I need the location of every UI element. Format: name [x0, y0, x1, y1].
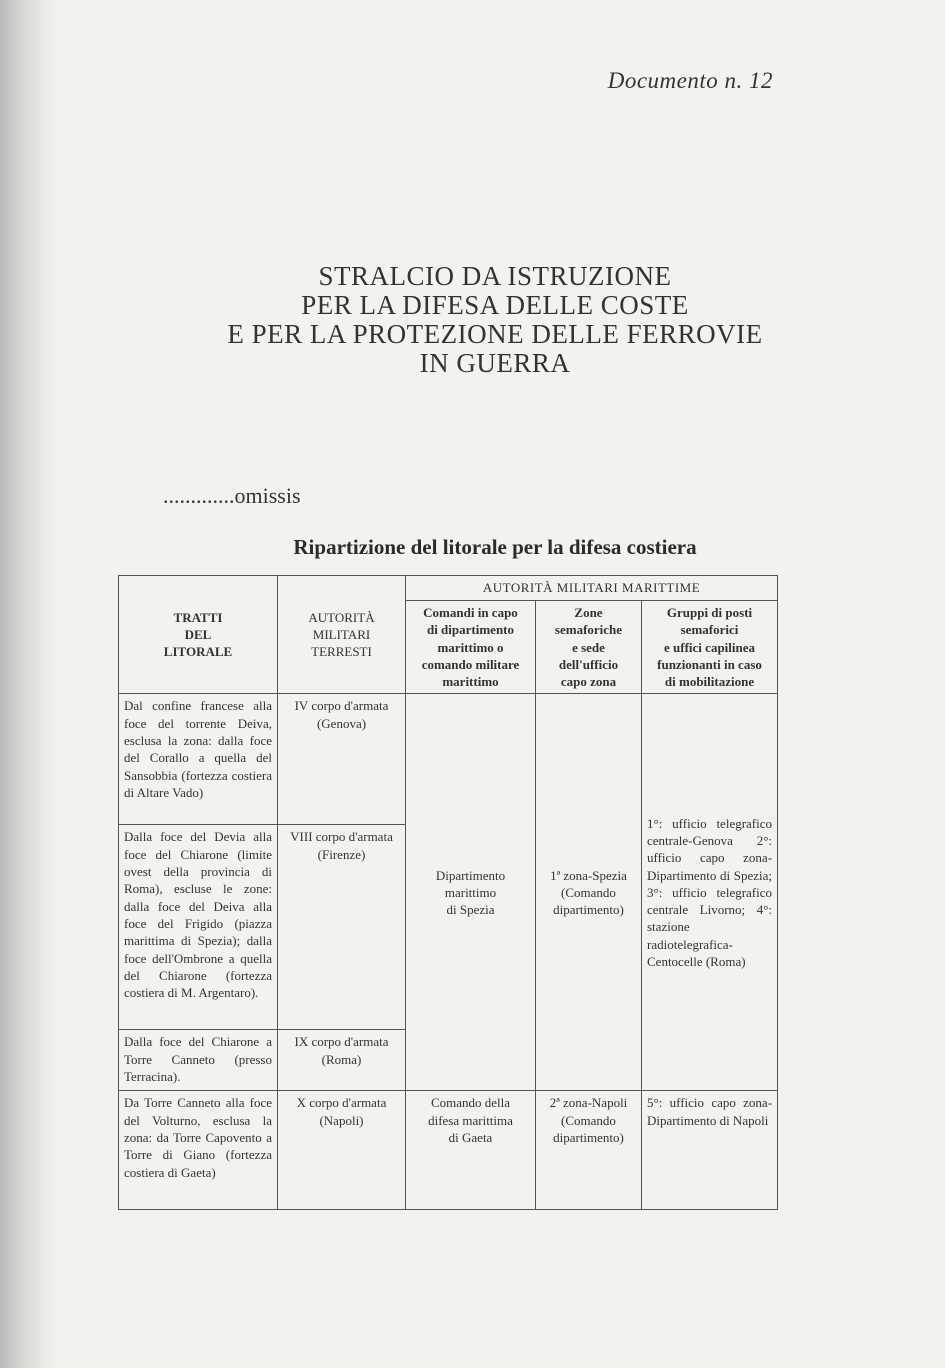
table-row — [119, 694, 778, 825]
title-line: PER LA DIFESA DELLE COSTE — [301, 290, 689, 320]
cell-comando-merged: Dipartimento marittimo di Spezia — [406, 694, 536, 1091]
book-spine-shadow — [0, 0, 60, 1368]
cell-terrestre: IX corpo d'armata (Roma) — [278, 1030, 406, 1091]
cell-terrestre: IV corpo d'armata (Genova) — [278, 694, 406, 825]
coast-defense-table — [118, 575, 778, 1210]
title-line: IN GUERRA — [419, 348, 571, 378]
omissis-note: .............omissis — [163, 483, 301, 508]
cell-tratto: Dal confine francese alla foce del torrente Deiva, esclusa la zona: dalla foce del Corallo a quella del Sansobbia (fortezza costiera di Altare Vado) — [119, 694, 278, 825]
header-comandi: Comandi in capo di dipartimento marittimo o comando militare marittimo — [406, 601, 536, 694]
cell-zona-merged: 1ª zona-Spezia (Comando dipartimento) — [536, 694, 642, 1091]
table-row — [119, 1091, 778, 1210]
cell-tratto: Dalla foce del Devia alla foce del Chiarone (limite ovest della provincia di Roma), escluse le zone: dalla foce del Deiva alla foce del Frigido (piazza marittima di Spezia); dalla foce dell'Ombrone a quella del Chiarone (fortezza costiera di M. Argentaro). — [119, 825, 278, 1030]
cell-terrestre: VIII corpo d'armata (Firenze) — [278, 825, 406, 1030]
cell-gruppi: 5°: ufficio capo zona-Dipartimento di Napoli — [642, 1091, 778, 1210]
table-caption: Ripartizione del litorale per la difesa costiera — [293, 535, 697, 559]
header-autorita-marittime: AUTORITÀ MILITARI MARITTIME — [406, 576, 778, 601]
title-line: STRALCIO DA ISTRUZIONE — [318, 261, 672, 291]
header-autorita-terrestri: AUTORITÀ MILITARI TERRESTI — [278, 576, 406, 694]
cell-zona: 2ª zona-Napoli (Comando dipartimento) — [536, 1091, 642, 1210]
document-reference: Documento n. 12 — [607, 68, 773, 93]
page-title — [100, 262, 890, 378]
cell-tratto: Dalla foce del Chiarone a Torre Canneto (presso Terracina). — [119, 1030, 278, 1091]
header-tratti: TRATTI DEL LITORALE — [119, 576, 278, 694]
cell-tratto: Da Torre Canneto alla foce del Volturno, esclusa la zona: da Torre Capovento a Torre di Giano (fortezza costiera di Gaeta) — [119, 1091, 278, 1210]
cell-terrestre: X corpo d'armata (Napoli) — [278, 1091, 406, 1210]
header-zone: Zone semaforiche e sede dell'ufficio capo zona — [536, 601, 642, 694]
cell-comando: Comando della difesa marittima di Gaeta — [406, 1091, 536, 1210]
title-line: E PER LA PROTEZIONE DELLE FERROVIE — [227, 319, 763, 349]
header-gruppi: Gruppi di posti semaforici e uffici capilinea funzionanti in caso di mobilitazione — [642, 601, 778, 694]
cell-gruppi-merged: 1°: ufficio telegrafico centrale-Genova 2°: ufficio capo zona-Dipartimento di Spezia; 3°: ufficio telegrafico centrale Livorno; 4°: stazione radiotelegrafica-Centocelle (Roma) — [642, 694, 778, 1091]
header-row-top — [119, 576, 778, 601]
